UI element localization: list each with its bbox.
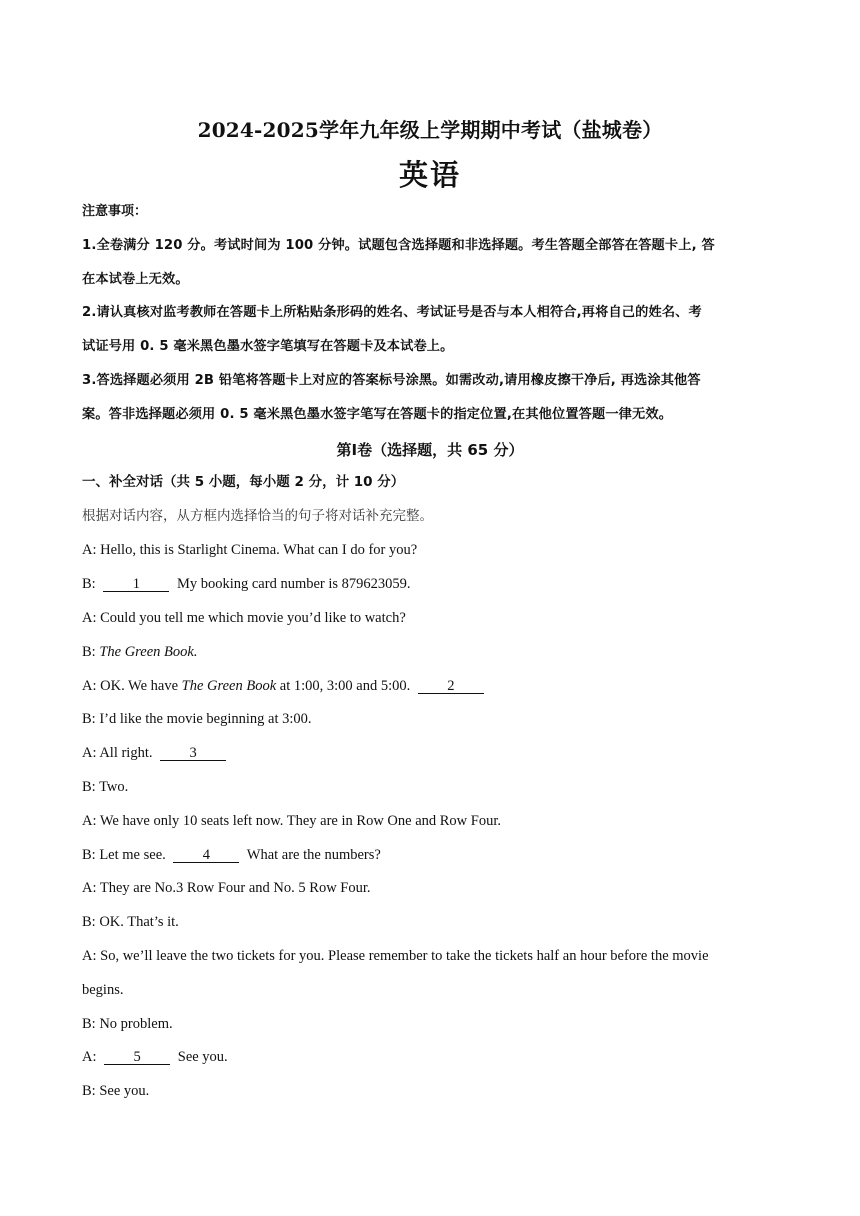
notice-item-3-line-2: 案。答非选择题必须用 0. 5 毫米黑色墨水签字笔写在答题卡的指定位置,在其他位置答题一律无效。 (82, 407, 673, 422)
exam-title: 2024-2025学年九年级上学期期中考试（盐城卷） (197, 118, 663, 142)
speaker-label: B: (82, 644, 96, 660)
dialogue-line-1: A: Hello, this is Starlight Cinema. What can I do for you? (82, 542, 418, 558)
dialogue-text: A: OK. We have (82, 678, 179, 694)
dialogue-text: See you. (177, 1049, 228, 1065)
dialogue-line-2 (82, 575, 782, 593)
subject-title: 英语 (398, 158, 461, 192)
part1-instruction: 根据对话内容，从方框内选择恰当的句子将对话补充完整。 (82, 508, 433, 524)
notice-item-1-line-1: 1.全卷满分 120 分。考试时间为 100 分钟。试题包含选择题和非选择题。考生答题全部答在答题卡上, 答 (82, 238, 715, 253)
notice-item-1-line-2: 在本试卷上无效。 (82, 272, 189, 287)
blank-3: 3 (160, 746, 226, 761)
dialogue-text: What are the numbers? (246, 847, 381, 863)
notice-heading: 注意事项： (82, 204, 148, 219)
dialogue-line-15 (82, 1048, 782, 1066)
dialogue-line-11: A: They are No.3 Row Four and No. 5 Row Four. (82, 880, 371, 896)
notice-item-2-line-2: 试证号用 0. 5 毫米黑色墨水签字笔填写在答题卡及本试卷上。 (82, 339, 454, 354)
part1-heading: 一、补全对话（共 5 小题，每小题 2 分，计 10 分） (82, 474, 405, 490)
notice-item-2-line-1: 2.请认真核对监考教师在答题卡上所粘贴条形码的姓名、考试证号是否与本人相符合,再将自己的姓名、考 (82, 305, 702, 320)
dialogue-text: A: All right. (82, 745, 153, 761)
speaker-label: B: (82, 576, 96, 592)
dialogue-line-6: B: I’d like the movie beginning at 3:00. (82, 711, 312, 727)
blank-4: 4 (173, 848, 239, 863)
dialogue-line-12: B: OK. That’s it. (82, 914, 179, 930)
dialogue-line-4 (82, 643, 782, 661)
dialogue-line-3: A: Could you tell me which movie you’d like to watch? (82, 610, 406, 626)
dialogue-text: B: Let me see. (82, 847, 166, 863)
movie-title: The Green Book. (99, 644, 198, 660)
dialogue-line-8: B: Two. (82, 779, 129, 795)
movie-title: The Green Book (181, 678, 277, 694)
blank-5: 5 (104, 1050, 170, 1065)
dialogue-line-13b: begins. (82, 982, 124, 998)
dialogue-line-5 (82, 677, 782, 695)
dialogue-line-16: B: See you. (82, 1083, 150, 1099)
dialogue-text: at 1:00, 3:00 and 5:00. (279, 678, 411, 694)
dialogue-line-9: A: We have only 10 seats left now. They are in Row One and Row Four. (82, 813, 501, 829)
volume-heading: 第Ⅰ卷（选择题，共 65 分） (336, 441, 524, 459)
dialogue-line-10 (82, 846, 782, 864)
dialogue-line-7 (82, 744, 782, 762)
blank-1: 1 (103, 577, 169, 592)
blank-2: 2 (418, 679, 484, 694)
notice-item-3-line-1: 3.答选择题必须用 2B 铅笔将答题卡上对应的答案标号涂黑。如需改动,请用橡皮擦干净后, 再选涂其他答 (82, 373, 701, 388)
dialogue-line-13a: A: So, we’ll leave the two tickets for you. Please remember to take the tickets half an hour before the movie (82, 948, 709, 964)
dialogue-line-14: B: No problem. (82, 1016, 173, 1032)
speaker-label: A: (82, 1049, 97, 1065)
dialogue-text: My booking card number is 879623059. (176, 576, 411, 592)
